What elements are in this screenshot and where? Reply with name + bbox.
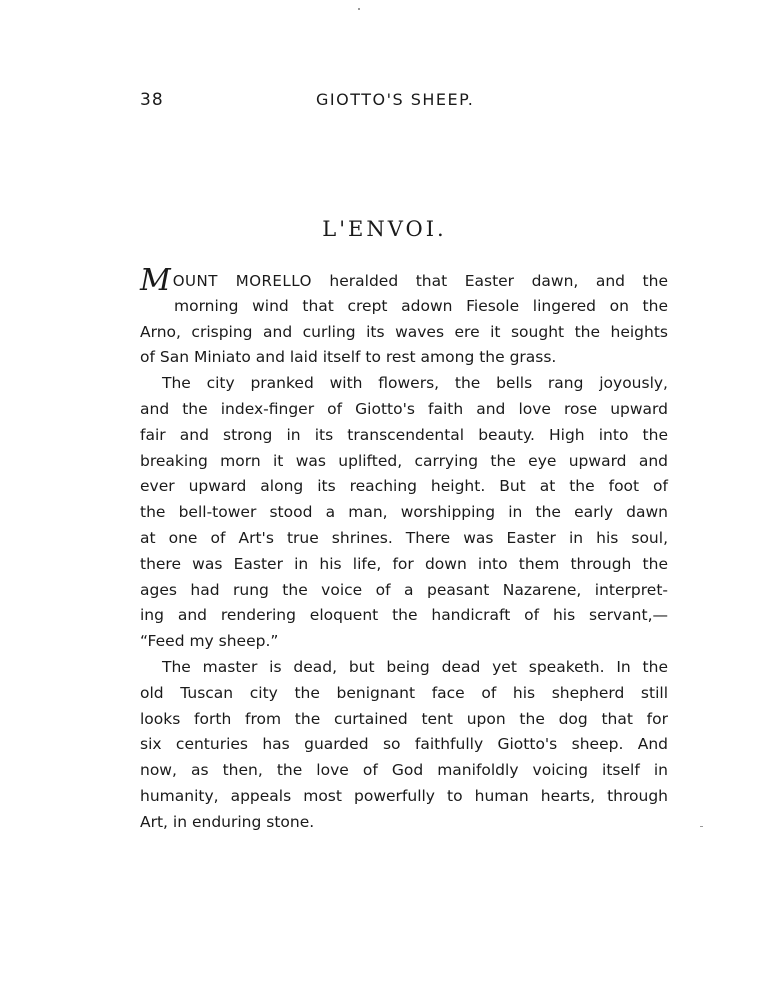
scan-speck	[358, 8, 360, 10]
paragraph-1-line-3: Arno, crisping and curling its waves ere it sought the heights	[140, 322, 668, 341]
paragraph-1-line-1-rest: heralded that Easter dawn, and the	[329, 272, 668, 290]
paragraph-2-line-5: ever upward along its reaching height. But at the foot of	[140, 477, 668, 496]
paragraph-1-line-4: of San Miniato and laid itself to rest among the grass.	[140, 348, 557, 367]
paragraph-2-line-3: fair and strong in its transcendental beauty. High into the	[140, 425, 668, 444]
running-head: GIOTTO'S SHEEP.	[316, 90, 475, 109]
paragraph-3-line-1: The master is dead, but being dead yet speaketh. In the	[162, 657, 668, 676]
paragraph-3-line-4: six centuries has guarded so faithfully Giotto's sheep. And	[140, 735, 668, 754]
paragraph-3-line-6: humanity, appeals most powerfully to human hearts, through	[140, 786, 668, 805]
paragraph-2-line-11: “Feed my sheep.”	[140, 632, 279, 651]
paragraph-3-line-7: Art, in enduring stone.	[140, 812, 315, 831]
paragraph-3-line-3: looks forth from the curtained tent upon the dog that for	[140, 709, 668, 728]
paragraph-2-line-8: there was Easter in his life, for down into them through the	[140, 554, 668, 573]
paragraph-2-line-10: ing and rendering eloquent the handicraft of his servant,—	[140, 606, 668, 625]
paragraph-2-line-4: breaking morn it was uplifted, carrying the eye upward and	[140, 451, 668, 470]
body-text	[140, 263, 668, 836]
opening-caps: OUNT MORELLO	[172, 272, 312, 290]
paragraph-1-line-1	[140, 263, 668, 298]
paragraph-2-line-1: The city pranked with flowers, the bells rang joyously,	[162, 374, 668, 393]
scan-speck	[700, 826, 703, 827]
page-number: 38	[140, 90, 164, 110]
section-title: L'ENVOI.	[322, 217, 447, 241]
paragraph-3-line-2: old Tuscan city the benignant face of his shepherd still	[140, 683, 668, 702]
paragraph-1-line-2: morning wind that crept adown Fiesole lingered on the	[174, 296, 668, 315]
paragraph-2-line-7: at one of Art's true shrines. There was Easter in his soul,	[140, 528, 668, 547]
paragraph-2-line-2: and the index-finger of Giotto's faith and love rose upward	[140, 399, 668, 418]
paragraph-2-line-9: ages had rung the voice of a peasant Nazarene, interpret-	[140, 580, 668, 599]
drop-cap: M	[140, 263, 171, 298]
paragraph-2-line-6: the bell-tower stood a man, worshipping in the early dawn	[140, 503, 668, 522]
paragraph-3-line-5: now, as then, the love of God manifoldly voicing itself in	[140, 761, 668, 780]
page-header	[140, 90, 665, 120]
